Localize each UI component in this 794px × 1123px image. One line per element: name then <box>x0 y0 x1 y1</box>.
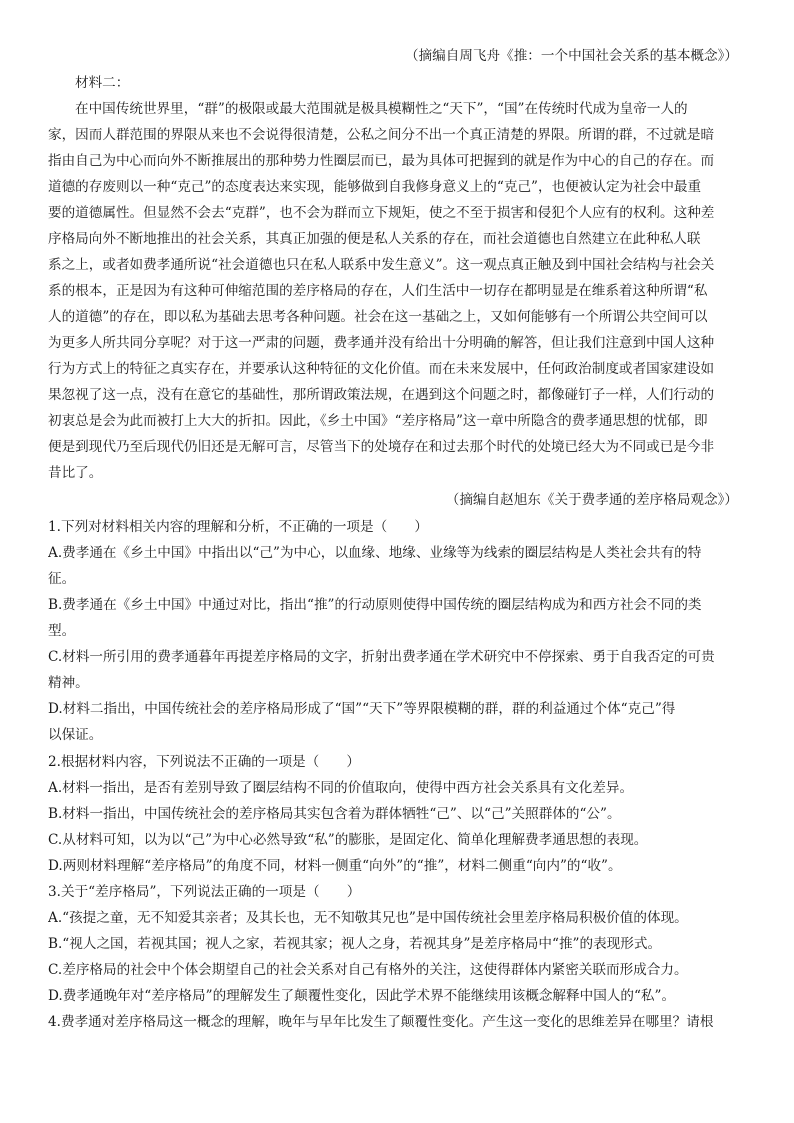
text-line: 系之上，或者如费孝通所说“社会道德也只在私人联系中发生意义”。这一观点真正触及到中国社会结构与社会关 <box>48 257 715 273</box>
text-line: B.费孝通在《乡土中国》中通过对比，指出“推”的行动原则使得中国传统的圈层结构成为和西方社会不同的类 <box>48 597 702 613</box>
text-line: B.材料一指出，中国传统社会的差序格局其实包含着为群体牺牲“己”、以“己”关照群体的“公”。 <box>48 806 621 822</box>
text-line: 要的道德属性。但显然不会去“克群”，也不会为群而立下规矩，使之不至于损害和侵犯个人应有的权利。这种差 <box>48 205 715 221</box>
source-citation: （摘编自赵旭东《关于费孝通的差序格局观念》） <box>445 492 738 508</box>
text-line: C.差序格局的社会中个体会期望自己的社会关系对自己有格外的关注，这使得群体内紧密关联而形成合力。 <box>48 962 688 978</box>
text-line: 果忽视了这一点，没有在意它的基础性，那所谓政策法规，在遇到这个问题之时，都像碰钉子一样，人们行动的 <box>48 387 715 403</box>
text-line: 人的道德”的存在，即以私为基础去思考各种问题。社会在这一基础之上，又如何能够有一个所谓公共空间可以 <box>48 309 708 325</box>
text-line: 3.关于“差序格局”，下列说法正确的一项是（ ） <box>48 884 361 900</box>
text-line: 序格局向外不断地推出的社会关系，其真正加强的便是私人关系的存在，而社会道德也自然建立在此种私人联 <box>48 231 701 247</box>
source-citation: （摘编自周飞舟《推：一个中国社会关系的基本概念》） <box>404 48 738 64</box>
text-line: C.材料一所引用的费孝通暮年再提差序格局的文字，折射出费孝通在学术研究中不停探索、勇于自我否定的可贵 <box>48 649 715 665</box>
text-line: 道德的存废则以一种“克己”的态度表达来实现，能够做到自我修身意义上的“克己”，也便被认定为社会中最重 <box>48 179 702 195</box>
text-line: D.材料二指出，中国传统社会的差序格局形成了“国”“天下”等界限模糊的群，群的利益通过个体“克己”得 <box>48 701 676 717</box>
text-line: 初衷总是会为此而被打上大大的折扣。因此，《乡土中国》“差序格局”这一章中所隐含的费孝通思想的忧郁，即 <box>48 413 708 429</box>
text-line: D.两则材料理解“差序格局”的角度不同，材料一侧重“向外”的“推”，材料二侧重“向内”的“收”。 <box>48 858 622 874</box>
text-line: 昔比了。 <box>48 465 103 481</box>
text-line: 家，因而人群范围的界限从来也不会说得很清楚，公私之间分不出一个真正清楚的界限。所谓的群，不过就是暗 <box>48 127 715 143</box>
text-line: 2.根据材料内容，下列说法不正确的一项是（ ） <box>48 754 361 770</box>
text-line: C.从材料可知，以为以“己”为中心必然导致“私”的膨胀，是固定化、简单化理解费孝通思想的表现。 <box>48 832 648 848</box>
text-line: 系的根本，正是因为有这种可伸缩范围的差序格局的存在，人们生活中一切存在都明显是在维系着这种所谓“私 <box>48 283 708 299</box>
text-line: 在中国传统世界里，“群”的极限或最大范围就是极具模糊性之“天下”，“国”在传统时代成为皇帝一人的 <box>75 101 688 117</box>
text-line: 型。 <box>48 623 76 639</box>
section-heading: 材料二： <box>75 75 130 91</box>
text-line: 行为方式上的特征之真实存在，并要承认这种特征的文化价值。而在未来发展中，任何政治制度或者国家建设如 <box>48 361 715 377</box>
text-line: 指由自己为中心而向外不断推展出的那种势力性圈层而已，最为具体可把握到的就是作为中心的自己的存在。而 <box>48 153 715 169</box>
text-line: 1.下列对材料相关内容的理解和分析，不正确的一项是（ ） <box>48 519 428 535</box>
text-line: A.“孩提之童，无不知爱其亲者；及其长也，无不知敬其兄也”是中国传统社会里差序格局积极价值的体现。 <box>48 910 688 926</box>
text-line: 便是到现代乃至后现代仍旧还是无解可言，尽管当下的处境存在和过去那个时代的处境已经大为不同或已是今非 <box>48 439 715 455</box>
text-line: 征。 <box>48 571 76 587</box>
text-line: 4.费孝通对差序格局这一概念的理解，晚年与早年比发生了颠覆性变化。产生这一变化的思维差异在哪里？请根 <box>48 1014 714 1030</box>
text-line: A.材料一指出，是否有差别导致了圈层结构不同的价值取向，使得中西方社会关系具有文化差异。 <box>48 780 634 796</box>
text-line: 为更多人所共同分享呢？对于这一严肃的问题，费孝通并没有给出十分明确的解答，但让我们注意到中国人这种 <box>48 335 715 351</box>
text-line: D.费孝通晚年对“差序格局”的理解发生了颠覆性变化，因此学术界不能继续用该概念解释中国人的“私”。 <box>48 988 676 1004</box>
text-line: B.“视人之国，若视其国；视人之家，若视其家；视人之身，若视其身”是差序格局中“推”的表现形式。 <box>48 936 662 952</box>
text-line: 精神。 <box>48 675 89 691</box>
text-line: A.费孝通在《乡土中国》中指出以“己”为中心，以血缘、地缘、业缘等为线索的圈层结构是人类社会共有的特 <box>48 545 702 561</box>
text-line: 以保证。 <box>48 727 103 743</box>
